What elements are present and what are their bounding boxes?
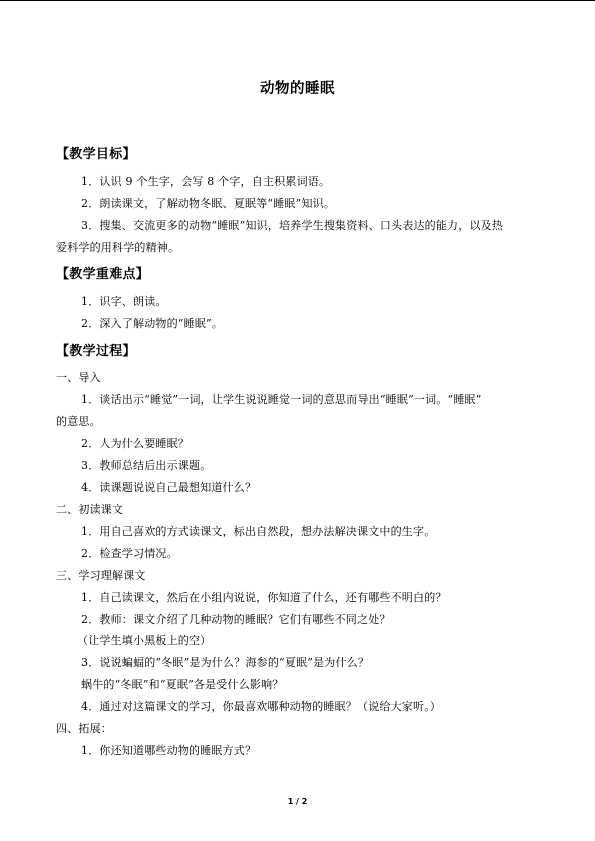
- process-part3-title: 三、学习理解课文: [56, 569, 146, 582]
- process-part1-item-1: 1．谈话出示“睡觉”一词，让学生说说睡觉一词的意思而导出“睡眠”一词。“睡眠”: [81, 393, 482, 406]
- goal-item-1: 1．认识 9 个生字，会写 8 个字，自主积累词语。: [81, 175, 331, 188]
- goal-item-3-continued: 爱科学的用科学的精神。: [56, 241, 180, 254]
- process-part4-title: 四、拓展：: [56, 722, 112, 735]
- goal-item-3: 3．搜集、交流更多的动物“睡眠”知识，培养学生搜集资料、口头表达的能力，以及热: [81, 219, 504, 232]
- key-point-item-2: 2．深入了解动物的“睡眠”。: [81, 317, 224, 330]
- process-part3-item-1: 1．自己读课文，然后在小组内说说，你知道了什么，还有哪些不明白的？: [81, 591, 447, 604]
- process-part3-note: （让学生填小黑板上的空）: [77, 634, 212, 647]
- process-part1-item-2: 2．人为什么要睡眠？: [81, 437, 189, 450]
- top-border: [0, 0, 595, 1]
- section-heading-goals: 【教学目标】: [56, 147, 136, 162]
- process-part2-title: 二、初读课文: [56, 503, 124, 516]
- process-part1-item-4: 4．读课题说说自己最想知道什么？: [81, 481, 257, 494]
- process-part4-item-1: 1．你还知道哪些动物的睡眠方式？: [81, 744, 257, 757]
- process-part3-item-3-continued: 蜗牛的“冬眠”和“夏眠”各是受什么影响？: [81, 678, 284, 691]
- process-part2-item-2: 2．检查学习情况。: [81, 547, 178, 560]
- process-part3-item-4: 4．通过对这篇课文的学习，你最喜欢哪种动物的睡眠？（说给大家听。）: [81, 700, 442, 713]
- process-part1-item-1-continued: 的意思。: [56, 415, 101, 428]
- goal-item-2: 2．朗读课文，了解动物冬眠、夏眠等“睡眠”知识。: [81, 197, 336, 210]
- key-point-item-1: 1．识字、朗读。: [81, 295, 167, 308]
- process-part3-item-2: 2．教师：课文介绍了几种动物的睡眠？它们有哪些不同之处？: [81, 613, 391, 626]
- page-title: 动物的睡眠: [260, 81, 335, 97]
- process-part1-item-3: 3．教师总结后出示课题。: [81, 459, 212, 472]
- section-heading-key-points: 【教学重难点】: [56, 267, 150, 282]
- process-part2-item-1: 1．用自己喜欢的方式读课文，标出自然段，想办法解决课文中的生字。: [81, 525, 436, 538]
- section-heading-process: 【教学过程】: [56, 344, 136, 359]
- process-part1-title: 一、导入: [56, 371, 101, 384]
- process-part3-item-3: 3．说说蝙蝠的“冬眠”是为什么？海参的“夏眠”是为什么？: [81, 656, 370, 669]
- page-number: 1 / 2: [287, 797, 308, 806]
